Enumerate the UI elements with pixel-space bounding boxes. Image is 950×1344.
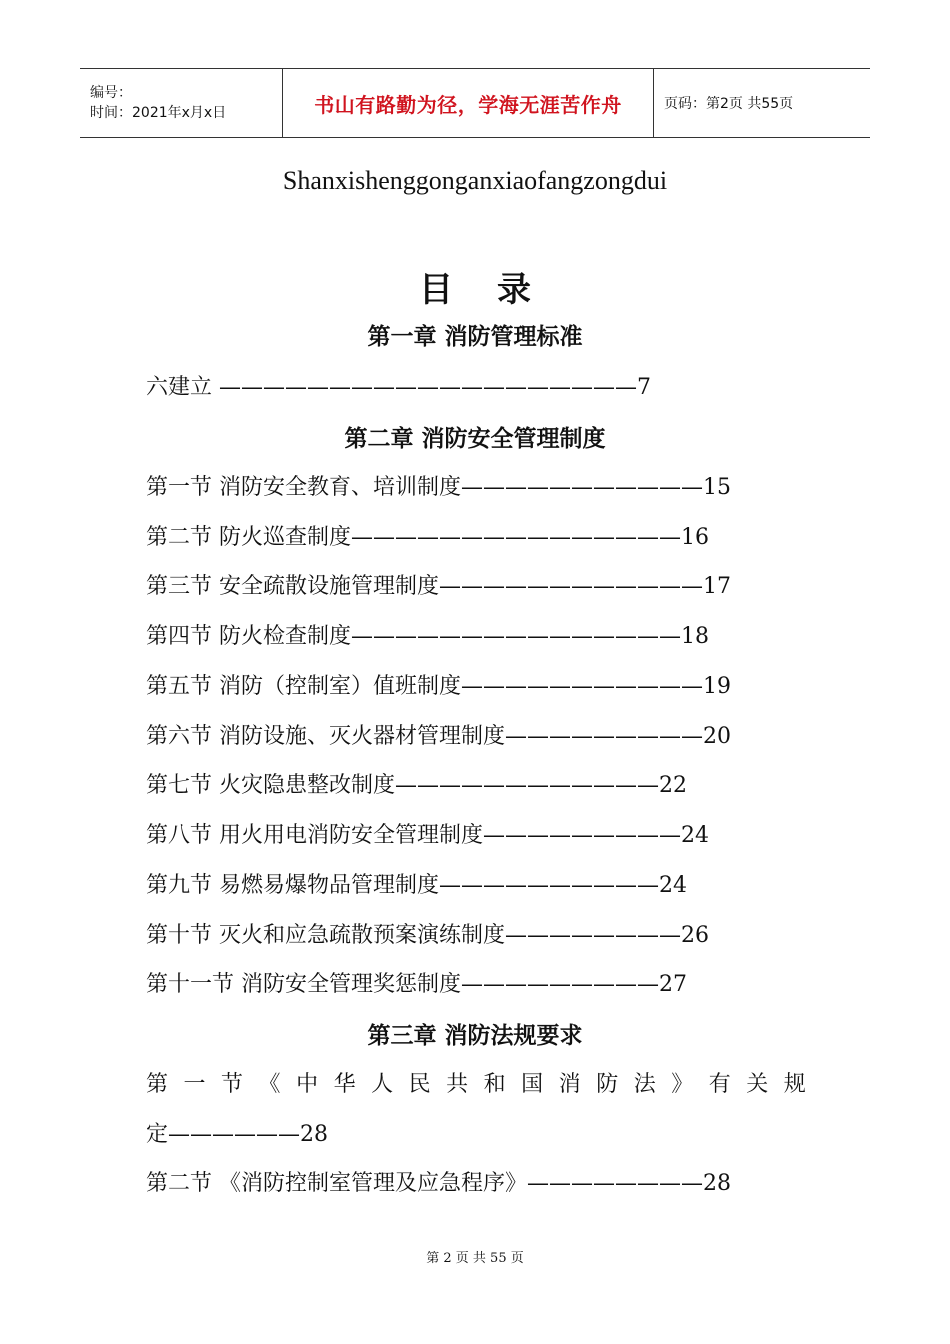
toc-char: 节: [221, 1072, 244, 1097]
toc-title: 目录: [419, 270, 575, 310]
toc-entry: 第四节 防火检查制度———————————————18: [146, 624, 709, 649]
toc-char: 第: [146, 1072, 169, 1097]
chapter-heading: 第三章 消防法规要求: [367, 1022, 583, 1049]
toc-char: 民: [408, 1072, 431, 1097]
toc-char: 中: [296, 1072, 319, 1097]
toc-char: 和: [483, 1072, 506, 1097]
toc-entry: 第九节 易燃易爆物品管理制度——————————24: [146, 873, 687, 898]
header-motto: 书山有路勤为径，学海无涯苦作舟: [314, 92, 622, 117]
document-time-label: 时间：2021年x月x日: [90, 105, 227, 121]
toc-entry: 六建立 ———————————————————7: [146, 375, 651, 400]
toc-char: 国: [521, 1072, 544, 1097]
toc-char: 有: [708, 1072, 731, 1097]
toc-char: 共: [446, 1072, 469, 1097]
toc-entry: 第十节 灭火和应急疏散预案演练制度————————26: [146, 923, 709, 948]
toc-entry: 第二节 《消防控制室管理及应急程序》————————28: [146, 1171, 731, 1196]
romanized-title: Shanxishenggonganxiaofangzongdui: [282, 166, 668, 195]
toc-entry: 第六节 消防设施、灭火器材管理制度—————————20: [146, 724, 731, 749]
toc-char: 规: [783, 1072, 806, 1097]
toc-entry: 第二节 防火巡查制度———————————————16: [146, 525, 709, 550]
header-page-info: 页码：第2页 共55页: [664, 96, 794, 112]
toc-entry: 第十一节 消防安全管理奖惩制度—————————27: [146, 972, 687, 997]
toc-char: 一: [183, 1072, 206, 1097]
toc-entry: 第七节 火灾隐患整改制度————————————22: [146, 773, 687, 798]
toc-char: 》: [671, 1072, 694, 1097]
toc-entry: 第八节 用火用电消防安全管理制度—————————24: [146, 823, 709, 848]
toc-entry: 第一节 消防安全教育、培训制度———————————15: [146, 475, 731, 500]
toc-char: 华: [333, 1072, 356, 1097]
toc-char: 人: [371, 1072, 394, 1097]
chapter-heading: 第一章 消防管理标准: [367, 323, 583, 350]
toc-entry-justified: [146, 1067, 806, 1098]
toc-entry: 定——————28: [146, 1122, 328, 1147]
page-header: [80, 68, 870, 138]
header-motto-cell: [282, 69, 654, 137]
toc-entry: 第三节 安全疏散设施管理制度————————————17: [146, 574, 731, 599]
document-number-label: 编号：: [90, 85, 132, 101]
toc-char: 防: [596, 1072, 619, 1097]
header-left-cell: [80, 69, 282, 137]
header-page-cell: [654, 69, 870, 137]
chapter-heading: 第二章 消防安全管理制度: [344, 425, 606, 452]
toc-char: 法: [633, 1072, 656, 1097]
page-footer: 第 2 页 共 55 页: [426, 1251, 524, 1266]
toc-char: 消: [558, 1072, 581, 1097]
toc-char: 关: [746, 1072, 769, 1097]
toc-entry: 第五节 消防（控制室）值班制度———————————19: [146, 674, 731, 699]
toc-char: 《: [258, 1072, 281, 1097]
